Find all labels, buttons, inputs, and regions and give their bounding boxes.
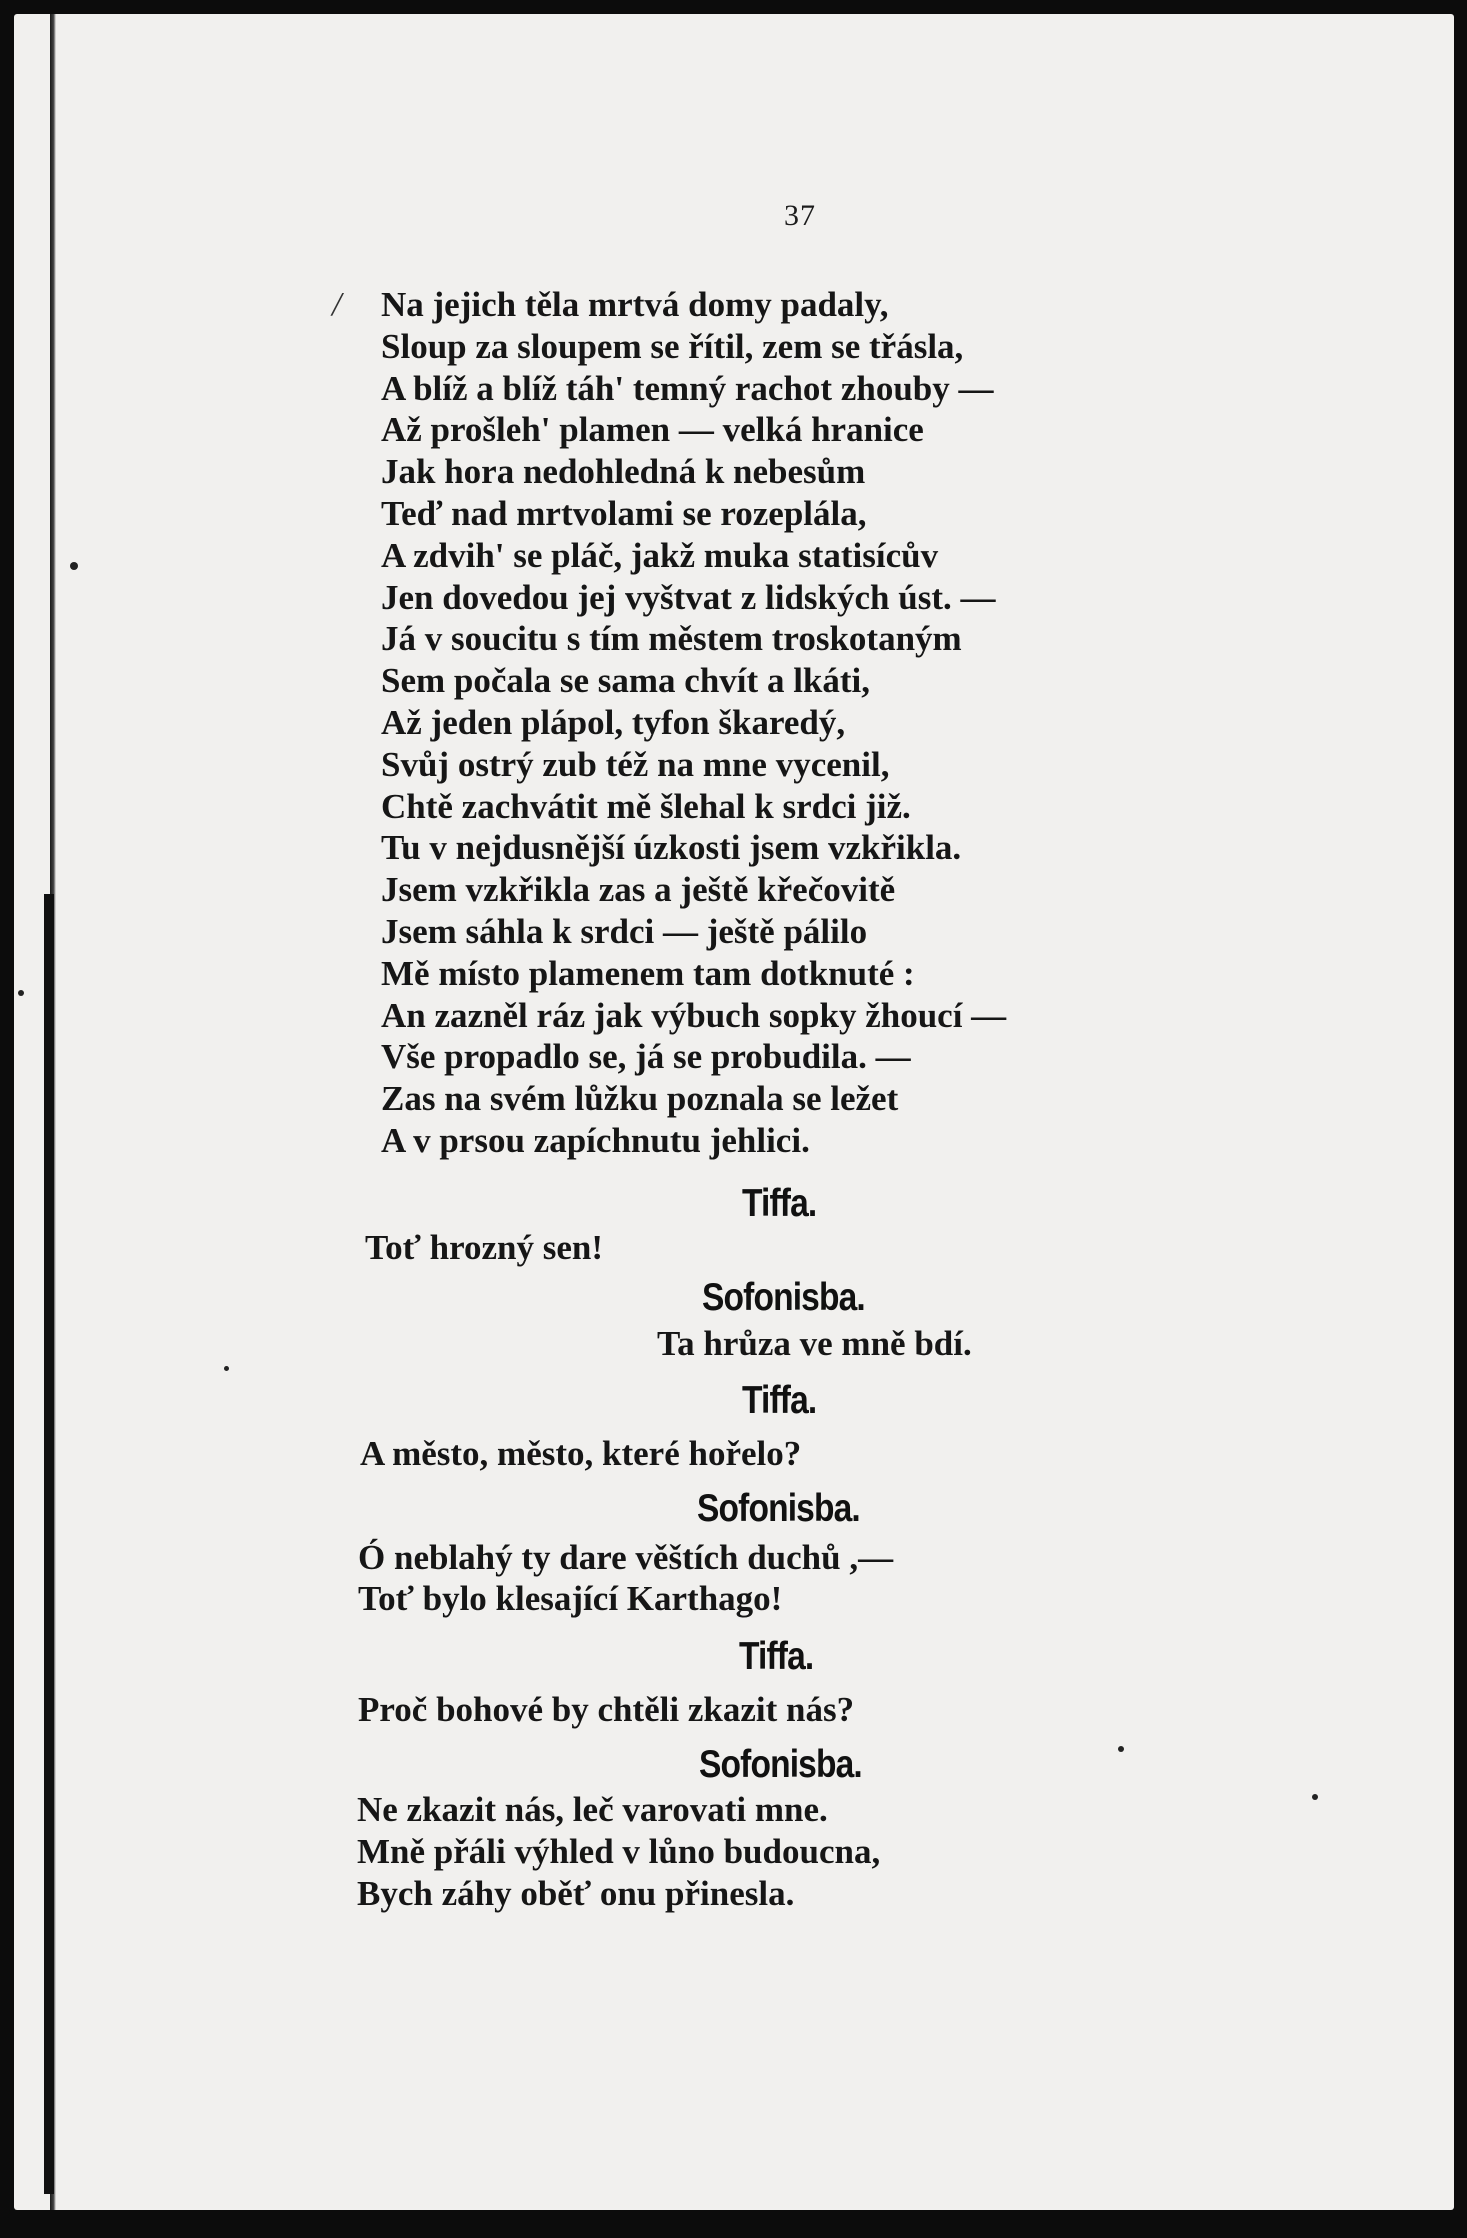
verse-line: Sloup za sloupem se řítil, zem se třásla, [381,326,964,366]
verse-line: Až prošleh' plamen — velká hranice [381,410,924,450]
dialogue-line: Ne zkazit nás, leč varovati mne. [357,1790,828,1829]
dialogue-line: Mně přáli výhled v lůno budoucna, [357,1832,881,1871]
verse-line: Až jeden plápol, tyfon škaredý, [381,702,846,742]
dialogue-line: Bych záhy oběť onu přinesla. [357,1874,795,1913]
speaker-name: Sofonisba. [697,1487,860,1530]
verse-line: Zas na svém lůžku poznala se ležet [381,1079,899,1119]
ink-speck [1312,1794,1318,1800]
speaker-name: Tiffa. [742,1182,817,1225]
speaker-name: Tiffa. [742,1379,817,1422]
verse-line: Sem počala se sama chvít a lkáti, [381,661,871,701]
speaker-name: Sofonisba. [699,1743,862,1786]
verse-line: A blíž a blíž táh' temný rachot zhouby — [381,368,994,408]
verse-line: Na jejich těla mrtvá domy padaly, [381,285,889,324]
verse-line: Tu v nejdusnější úzkosti jsem vzkřikla. [381,828,962,868]
dialogue-line: Toť bylo klesající Karthago! [358,1579,783,1618]
verse-line: Svůj ostrý zub též na mne vycenil, [381,744,890,784]
verse-line: A zdvih' se pláč, jakž muka statisícův [381,535,939,575]
ink-speck [18,990,24,996]
verse-line: Jsem vzkřikla zas a ještě křečovitě [381,870,896,910]
verse-line: Mě místo plamenem tam dotknuté : [381,953,915,993]
verse-line: Jsem sáhla k srdci — ještě pálilo [381,911,868,951]
margin-mark: / [332,286,342,323]
speaker-name: Tiffa. [739,1635,814,1678]
verse-line: A v prsou zapíchnutu jehlici. [381,1120,810,1160]
dialogue-line: Proč bohové by chtěli zkazit nás? [358,1690,855,1729]
verse-line: Já v soucitu s tím městem troskotaným [381,619,962,659]
dialogue-line: Toť hrozný sen! [365,1228,604,1267]
verse-block [381,284,1006,1162]
speaker-name: Sofonisba. [702,1276,865,1319]
verse-line: Teď nad mrtvolami se rozeplála, [381,493,867,533]
dialogue-line: Ó neblahý ty dare věštích duchů ,— [358,1538,894,1577]
verse-line: Jak hora nedohledná k nebesům [381,452,866,492]
book-page [14,14,1454,2210]
verse-line: Jen dovedou jej vyštvat z lidských úst. — [381,577,996,617]
page-binding-shadow [44,894,54,2194]
page-number: 37 [784,199,816,232]
dialogue-line: Ta hrůza ve mně bdí. [657,1324,972,1363]
dialogue-line: A město, město, které hořelo? [360,1434,802,1473]
ink-speck [224,1366,229,1371]
verse-line: Chtě zachvátit mě šlehal k srdci již. [381,786,911,826]
verse-line: An zazněl ráz jak výbuch sopky žhoucí — [381,995,1007,1035]
verse-line: Vše propadlo se, já se probudila. — [381,1037,911,1077]
ink-speck [1118,1746,1124,1752]
ink-speck [70,562,78,570]
